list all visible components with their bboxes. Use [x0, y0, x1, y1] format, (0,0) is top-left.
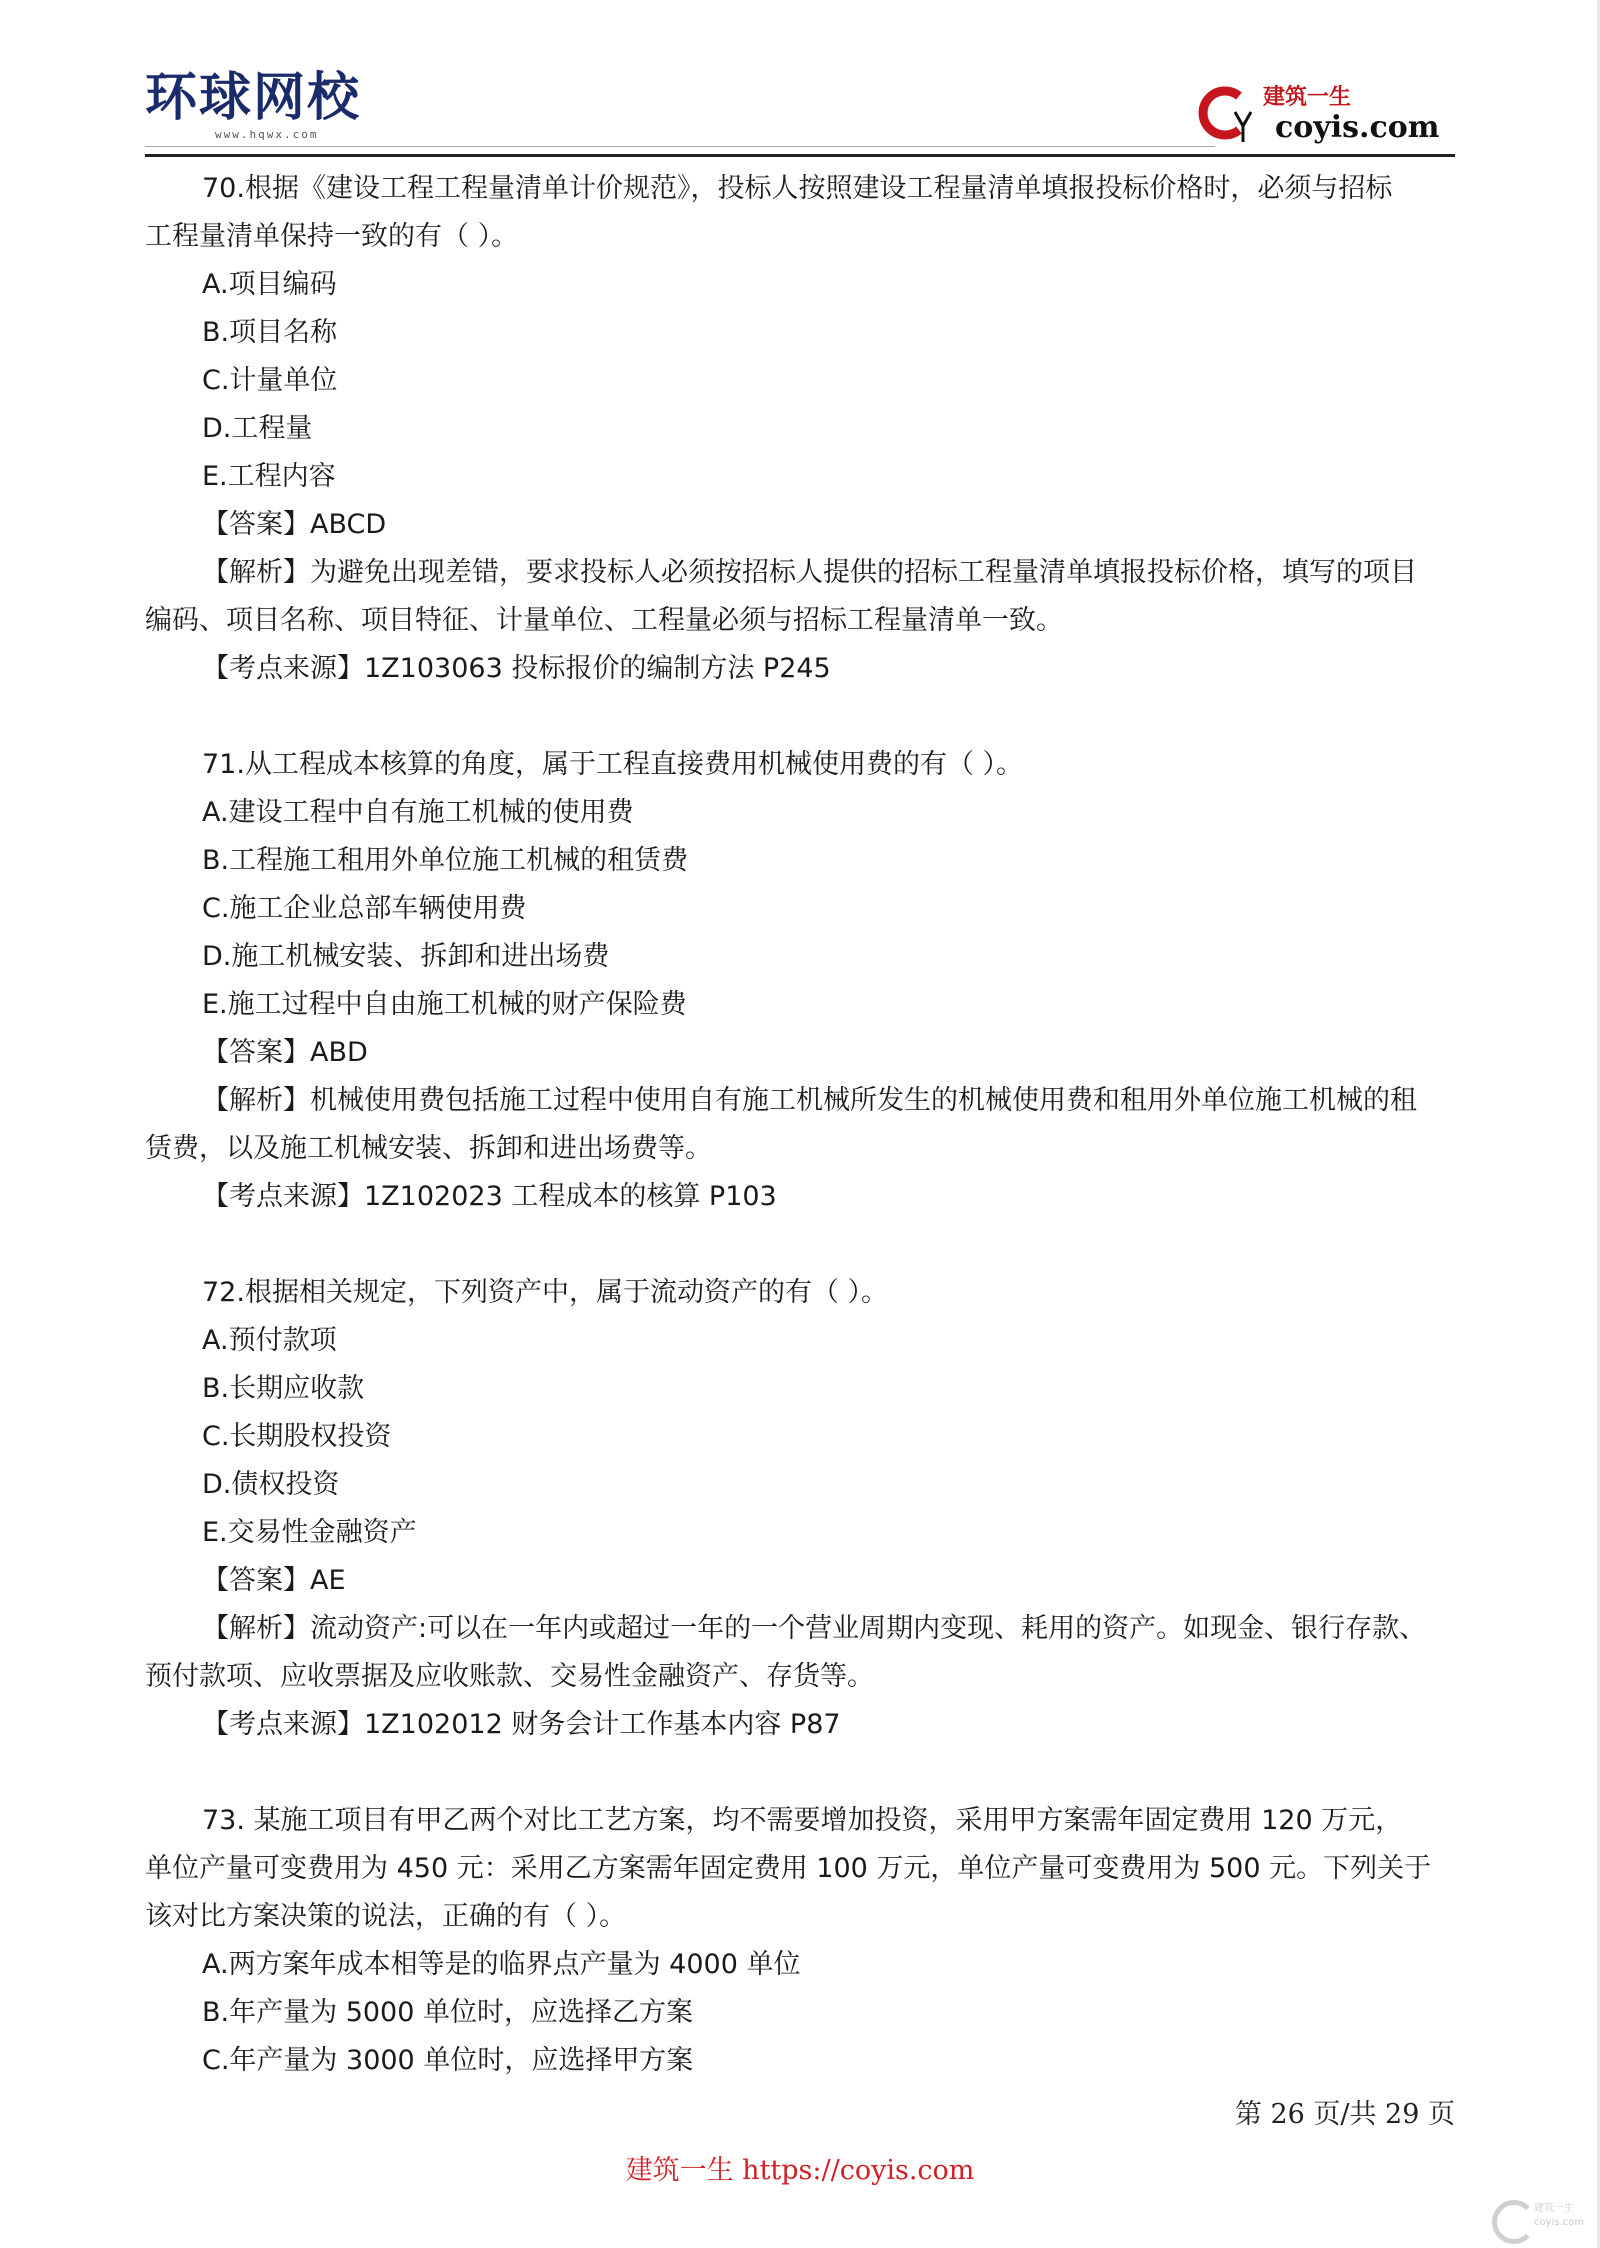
watermark-c-icon — [1492, 2200, 1536, 2244]
option: A.建设工程中自有施工机械的使用费 — [202, 797, 634, 828]
option: B.项目名称 — [202, 317, 338, 348]
source: 【考点来源】1Z103063 投标报价的编制方法 P245 — [202, 653, 831, 684]
header-rule — [145, 154, 1455, 157]
page-header — [145, 60, 1455, 155]
option: E.交易性金融资产 — [202, 1517, 417, 1548]
source-footer: 建筑一生 https://coyis.com — [625, 2155, 975, 2186]
option: C.施工企业总部车辆使用费 — [202, 893, 527, 924]
option: E.工程内容 — [202, 461, 336, 492]
question-stem: 单位产量可变费用为 450 元：采用乙方案需年固定费用 100 万元，单位产量可变费用为 500 元。下列关于 — [145, 1853, 1432, 1884]
coyis-logo — [1195, 82, 1445, 147]
analysis: 预付款项、应收票据及应收账款、交易性金融资产、存货等。 — [145, 1661, 874, 1692]
question-stem: 该对比方案决策的说法，正确的有（ ）。 — [145, 1901, 627, 1932]
coyis-name-en: coyis.com — [1275, 110, 1440, 145]
coyis-name-cn: 建筑一生 — [1263, 84, 1352, 110]
option: D.施工机械安装、拆卸和进出场费 — [202, 941, 610, 972]
option: C.长期股权投资 — [202, 1421, 392, 1452]
analysis: 编码、项目名称、项目特征、计量单位、工程量必须与招标工程量清单一致。 — [145, 605, 1063, 636]
hqwx-brand-text: 环球网校 — [145, 68, 362, 128]
option: E.施工过程中自由施工机械的财产保险费 — [202, 989, 687, 1020]
answer: 【答案】ABD — [202, 1037, 368, 1068]
option: C.年产量为 3000 单位时，应选择甲方案 — [202, 2045, 694, 2076]
page-number: 第 26 页/共 29 页 — [1234, 2099, 1455, 2130]
document-body — [145, 165, 1455, 2085]
source: 【考点来源】1Z102012 财务会计工作基本内容 P87 — [202, 1709, 841, 1740]
option: D.债权投资 — [202, 1469, 340, 1500]
question-stem: 71.从工程成本核算的角度，属于工程直接费用机械使用费的有（ ）。 — [202, 749, 1024, 780]
option: B.年产量为 5000 单位时，应选择乙方案 — [202, 1997, 693, 2028]
header-thin-rule — [145, 146, 1215, 147]
option: A.项目编码 — [202, 269, 337, 300]
analysis: 【解析】为避免出现差错，要求投标人必须按招标人提供的招标工程量清单填报投标价格，填写的项目 — [202, 557, 1417, 588]
source: 【考点来源】1Z102023 工程成本的核算 P103 — [202, 1181, 777, 1212]
analysis: 赁费，以及施工机械安装、拆卸和进出场费等。 — [145, 1133, 712, 1164]
question-stem: 工程量清单保持一致的有（ ）。 — [145, 221, 519, 252]
analysis: 【解析】机械使用费包括施工过程中使用自有施工机械所发生的机械使用费和租用外单位施工机械的租 — [202, 1085, 1417, 1116]
question-stem: 73. 某施工项目有甲乙两个对比工艺方案，均不需要增加投资，采用甲方案需年固定费用 120 万元， — [202, 1805, 1403, 1836]
question-stem: 72.根据相关规定，下列资产中，属于流动资产的有（ ）。 — [202, 1277, 889, 1308]
option: A.两方案年成本相等是的临界点产量为 4000 单位 — [202, 1949, 801, 1980]
watermark-logo — [1492, 2200, 1585, 2240]
watermark-text: 建筑一生 coyis.com — [1534, 2203, 1585, 2228]
option: C.计量单位 — [202, 365, 338, 396]
option: B.长期应收款 — [202, 1373, 365, 1404]
hqwx-logo — [145, 68, 361, 141]
question-stem: 70.根据《建设工程工程量清单计价规范》，投标人按照建设工程量清单填报投标价格时，必须与招标 — [202, 173, 1393, 204]
hqwx-url: www.hqwx.com — [215, 128, 319, 141]
option: B.工程施工租用外单位施工机械的租赁费 — [202, 845, 689, 876]
option: D.工程量 — [202, 413, 313, 444]
option: A.预付款项 — [202, 1325, 337, 1356]
analysis: 【解析】流动资产:可以在一年内或超过一年的一个营业周期内变现、耗用的资产。如现金、银行存款、 — [202, 1613, 1427, 1644]
answer: 【答案】AE — [202, 1565, 346, 1596]
hqwx-brand — [145, 68, 361, 128]
coyis-cy-icon — [1195, 82, 1257, 144]
answer: 【答案】ABCD — [202, 509, 387, 540]
